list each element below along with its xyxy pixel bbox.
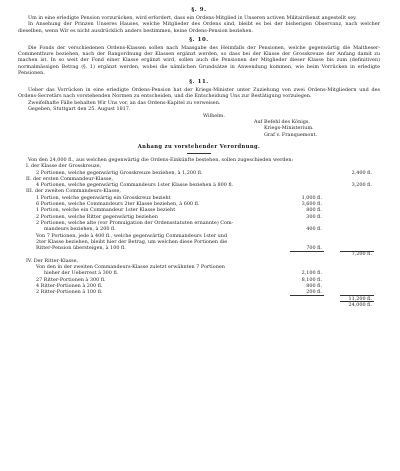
ledger-row-label: 1 Portion, welche ein Commandeur 1ster Klasse bezieht (36, 207, 176, 214)
ledger-row-label: 2ter Klasse beziehen, bleibt hier der Betrag, um welchen diese Portionen die (36, 238, 228, 245)
ledger-row-label: IV. Der Ritter-Klasse, (26, 257, 79, 264)
amount-column-2: 7,200 fl. (351, 251, 372, 258)
amount-column-2: 2,400 fl. (351, 169, 372, 176)
amount-column-1: 300 fl. (306, 213, 322, 220)
amount-column-1: 8,100 fl. (301, 276, 322, 283)
section-heading: §. 10. (189, 36, 209, 43)
paragraph: In Ansehung der Prinzen Unseres Hauses, welche Mitglieder des Ordens sind, bleibt es bei der bisherigen Observanz, nach welcher dieselben, wenn Wir es nicht ausdrücklich anders bestimmen, keine Ordens-Pension beziehen. (18, 21, 380, 34)
allocation-ledger (18, 163, 380, 308)
ledger-row-label: 2 Portionen, welche gegenwärtig Grosskreuze beziehen, à 1,200 fl. (36, 169, 203, 176)
ledger-row-label: 6 Portionen, welche Commandeurs 2ter Klasse beziehen, à 600 fl. (36, 201, 200, 208)
paragraph: Zweifelhafte Fälle behalten Wir Uns vor, an das Ordens-Kapitel zu verweisen. (28, 99, 221, 106)
section-heading: §. 11. (189, 79, 209, 86)
amount-column-1: 3,600 fl. (301, 201, 322, 208)
appendix-title: Anhang zu vorstehender Verordnung. (137, 143, 261, 150)
ledger-row-label: 2 Ritter-Portionen à 100 fl. (36, 289, 103, 296)
paragraph: Ueber das Vorrücken in eine erledigte Ordens-Pension hat der Kriegs-Minister unter Zuziehung von zwei Ordens-Mitgliedern und des Ordens-Secretärs nach vorstehenden Normen zu entscheiden, und die Entscheidung Uns zur Bestätigung vorzulegen. (18, 87, 380, 100)
amount-column-1: 700 fl. (306, 245, 322, 252)
section-10 (18, 37, 380, 76)
signature-block (18, 113, 380, 138)
amount-column-1: 800 fl. (306, 207, 322, 214)
ledger-row-label: I. der Klasse der Grosskreuze, (26, 163, 102, 170)
ledger-row-label: 27 Ritter-Portionen à 300 fl. (36, 276, 106, 283)
signature-line: Graf v. Franquemont. (264, 131, 318, 138)
paragraph: Um in eine erledigte Pension vorzurücken, wird erfordert, dass ein Ordens-Mitglied in Unseren activen Militairdienst angestellt sey. (28, 15, 357, 22)
ledger-row-label: Ritter-Pension übersteigen, à 100 fl. (36, 245, 126, 252)
signature-line: Auf Befehl des Königs. (254, 119, 310, 126)
ledger-row-label: 4 Portionen, welche gegenwärtig Commandeurs 1ster Klasse beziehen à 800 fl. (36, 182, 234, 189)
amount-column-2: 3,200 fl. (351, 182, 372, 189)
ledger-row (18, 302, 380, 308)
amount-column-1: 200 fl. (306, 289, 322, 296)
ledger-row-label: 4 Ritter-Portionen à 200 fl. (36, 282, 103, 289)
amount-column-2: 11,200 fl. (348, 295, 372, 302)
section-11 (18, 79, 380, 112)
paragraph: Die Fonds der verschiedenen Ordens-Klassen sollen nach Maasgabe des Heimfalls der Pensionen, welche gegenwärtig die Maltheser-Commenthure beziehen, nach der Rangordnung der Klassen ergänzt werden, so dass bei der Klasse der Grosskreuze der Anfang damit zu machen ist. In so weit der Fond einer Klasse ergänzt wird, sollen auch die Pensionen der Mitglieder dieser Klasse bis zum (definitiven) normalmässigen Betrag (§. 1) ergänzt werden, wobei die nämlichen Grundsätze in Anwendung kommen, wie beim Vorrücken in erledigte Pensionen. (18, 45, 380, 76)
ledger-row-label: hieher der Ueberrest à 300 fl. (44, 270, 119, 277)
divider (187, 153, 211, 154)
signature-name: Wilhelm. (203, 113, 225, 120)
ordinance-text (18, 6, 380, 308)
amount-column-1: 1,000 fl. (301, 194, 322, 201)
section-9 (18, 7, 380, 34)
amount-column-1: 2,100 fl. (301, 270, 322, 277)
ledger-row-label: Von den in der zweiten Commandeurs-Klasse zuletzt erwähnten 7 Portionen (36, 264, 225, 271)
ledger-row-label: II. der ersten Commandeur-Klasse, (26, 175, 113, 182)
date-line: Gegeben, Stuttgart den 25. August 1817. (28, 105, 131, 112)
section-heading: §. 9. (191, 7, 207, 13)
ledger-row-label: 2 Portionen, welche alte (vor Promulgation der Ordensstatuten ernannte) Com- (36, 219, 234, 226)
ledger-row-label: mandeurs beziehen, à 200 fl. (44, 226, 116, 233)
amount-column-1: 400 fl. (306, 226, 322, 233)
ledger-row-label: 2 Portionen, welche Ritter gegenwärtig beziehen (36, 213, 158, 220)
amount-column-2: 24,000 fl. (348, 301, 372, 308)
appendix-intro: Von den 24,000 fl., aus welchen gegenwärtig die Ordens-Einkünfte bestehen, sollen zugeschieden werden: (28, 157, 294, 164)
signature-line: Kriegs-Ministerium. (264, 125, 314, 132)
amount-column-1: 800 fl. (306, 282, 322, 289)
ledger-row-label: 1 Portion, welche gegenwärtig ein Grosskreuz bezieht (36, 194, 171, 201)
ledger-row-label: Von 7 Portionen, jede à 400 fl., welche gegenwärtig Commandeurs 1ster und (36, 232, 228, 239)
ledger-row-label: III. der zweiten Commandeurs-Klasse, (26, 188, 121, 195)
